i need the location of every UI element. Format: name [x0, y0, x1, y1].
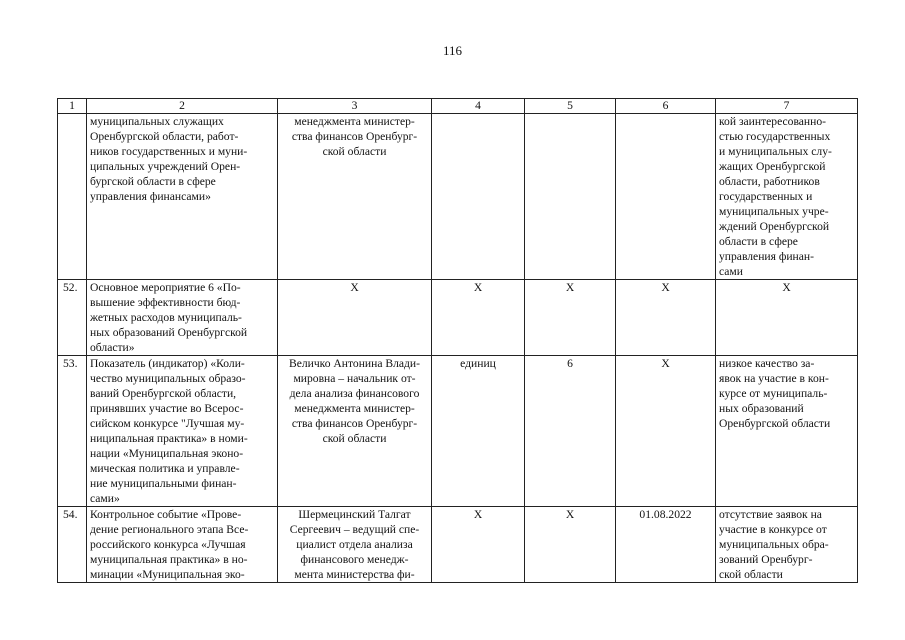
cell-c5: [525, 114, 616, 280]
cell-text-line: участие в конкурсе от: [719, 523, 827, 536]
cell-text-line: курсе от муниципаль-: [719, 387, 828, 400]
column-header: 2: [87, 99, 278, 114]
cell-text-line: Сергеевич – ведущий спе-: [289, 523, 420, 536]
cell-c5: 6: [525, 356, 616, 507]
cell-text-line: ных образований: [719, 402, 804, 415]
cell-c3: [278, 114, 432, 280]
cell-c6: Х: [616, 280, 716, 356]
cell-text-line: управления финансами»: [90, 190, 211, 203]
cell-text-line: дела анализа финансового: [289, 387, 420, 400]
cell-text-line: управления финан-: [719, 250, 814, 263]
cell-text-line: Оренбургской области, работ-: [90, 130, 239, 143]
cell-text-line: муниципальных учре-: [719, 205, 829, 218]
cell-c2: [87, 280, 278, 356]
table-body: [58, 114, 858, 583]
cell-text-line: муниципальных обра-: [719, 538, 829, 551]
cell-c3: [278, 280, 432, 356]
cell-text-line: жащих Оренбургской: [719, 160, 826, 173]
cell-text-line: ской области: [322, 432, 387, 445]
cell-text-line: муниципальная практика» в но-: [90, 553, 248, 566]
cell-text-line: ства финансов Оренбург-: [291, 130, 418, 143]
cell-text-line: низкое качество за-: [719, 357, 815, 370]
cell-text-line: вышение эффективности бюд-: [90, 296, 241, 309]
cell-text-line: чество муниципальных образо-: [90, 372, 246, 385]
cell-text-line: ской области: [322, 145, 387, 158]
cell-text-line: области в сфере: [719, 235, 798, 248]
cell-c7: [716, 356, 858, 507]
cell-text-line: менеджмента министер-: [294, 402, 415, 415]
cell-text-line: Х: [782, 281, 791, 294]
cell-c7: [716, 507, 858, 583]
cell-text-line: Основное мероприятие 6 «По-: [90, 281, 241, 294]
cell-text-line: бургской области в сфере: [90, 175, 216, 188]
cell-c2: [87, 114, 278, 280]
cell-text-line: Оренбургской области: [719, 417, 831, 430]
cell-text-line: менеджмента министер-: [294, 115, 415, 128]
page-number: 116: [442, 43, 463, 58]
cell-c6: [616, 114, 716, 280]
cell-num: 54.: [58, 507, 87, 583]
cell-c3: [278, 356, 432, 507]
column-header: 4: [432, 99, 525, 114]
table-row: [58, 507, 858, 583]
cell-text-line: Шермецинский Талгат: [298, 508, 411, 521]
cell-c2: [87, 507, 278, 583]
document-table: [57, 98, 858, 583]
table-row: [58, 114, 858, 280]
cell-text-line: кой заинтересованно-: [719, 115, 826, 128]
cell-c3: [278, 507, 432, 583]
cell-text-line: мическая политика и управле-: [90, 462, 240, 475]
cell-text-line: дение регионального этапа Все-: [90, 523, 249, 536]
cell-text-line: Контрольное событие «Прове-: [90, 508, 242, 521]
cell-text-line: сийском конкурсе "Лучшая му-: [90, 417, 245, 430]
cell-text-line: области»: [90, 341, 135, 354]
cell-text-line: явок на участие в кон-: [719, 372, 829, 385]
cell-num: [58, 114, 87, 280]
cell-text-line: ников государственных и муни-: [90, 145, 248, 158]
table-row: [58, 356, 858, 507]
column-header: 5: [525, 99, 616, 114]
cell-text-line: ниципальная практика» в номи-: [90, 432, 248, 445]
cell-text-line: ние муниципальными финан-: [90, 477, 237, 490]
column-header: 6: [616, 99, 716, 114]
cell-c4: единиц: [432, 356, 525, 507]
cell-text-line: сами: [719, 265, 743, 278]
cell-text-line: государственных и: [719, 190, 813, 203]
column-header: 3: [278, 99, 432, 114]
cell-c2: [87, 356, 278, 507]
column-header: 1: [58, 99, 87, 114]
cell-text-line: и муниципальных слу-: [719, 145, 832, 158]
cell-text-line: ципальных учреждений Орен-: [90, 160, 241, 173]
cell-text-line: принявших участие во Всерос-: [90, 402, 244, 415]
cell-text-line: минации «Муниципальная эко-: [90, 568, 245, 581]
cell-c4: [432, 114, 525, 280]
cell-text-line: финансового менедж-: [300, 553, 409, 566]
cell-c6: Х: [616, 356, 716, 507]
cell-text-line: области, работников: [719, 175, 820, 188]
table-row: [58, 280, 858, 356]
cell-c4: Х: [432, 507, 525, 583]
cell-text-line: муниципальных служащих: [90, 115, 224, 128]
cell-text-line: ных образований Оренбургской: [90, 326, 248, 339]
cell-text-line: циалист отдела анализа: [296, 538, 413, 551]
cell-text-line: нации «Муниципальная эконо-: [90, 447, 244, 460]
cell-text-line: сами»: [90, 492, 120, 505]
cell-text-line: жетных расходов муниципаль-: [90, 311, 242, 324]
table-header-row: [58, 99, 858, 114]
cell-text-line: Показатель (индикатор) «Коли-: [90, 357, 245, 370]
cell-text-line: ждений Оренбургской: [719, 220, 830, 233]
cell-text-line: мента министерства фи-: [294, 568, 415, 581]
cell-text-line: зований Оренбург-: [719, 553, 813, 566]
cell-text-line: стью государственных: [719, 130, 831, 143]
cell-c6: 01.08.2022: [616, 507, 716, 583]
cell-text-line: российского конкурса «Лучшая: [90, 538, 246, 551]
cell-text-line: ваний Оренбургской области,: [90, 387, 237, 400]
cell-num: 53.: [58, 356, 87, 507]
cell-text-line: Величко Антонина Влади-: [288, 357, 420, 370]
cell-text-line: ства финансов Оренбург-: [291, 417, 418, 430]
cell-text-line: Х: [350, 281, 359, 294]
cell-text-line: отсутствие заявок на: [719, 508, 822, 521]
cell-c4: Х: [432, 280, 525, 356]
cell-text-line: мировна – начальник от-: [293, 372, 416, 385]
cell-c5: Х: [525, 280, 616, 356]
cell-c7: [716, 114, 858, 280]
cell-c7: [716, 280, 858, 356]
cell-text-line: ской области: [719, 568, 783, 581]
cell-num: 52.: [58, 280, 87, 356]
column-header: 7: [716, 99, 858, 114]
cell-c5: Х: [525, 507, 616, 583]
